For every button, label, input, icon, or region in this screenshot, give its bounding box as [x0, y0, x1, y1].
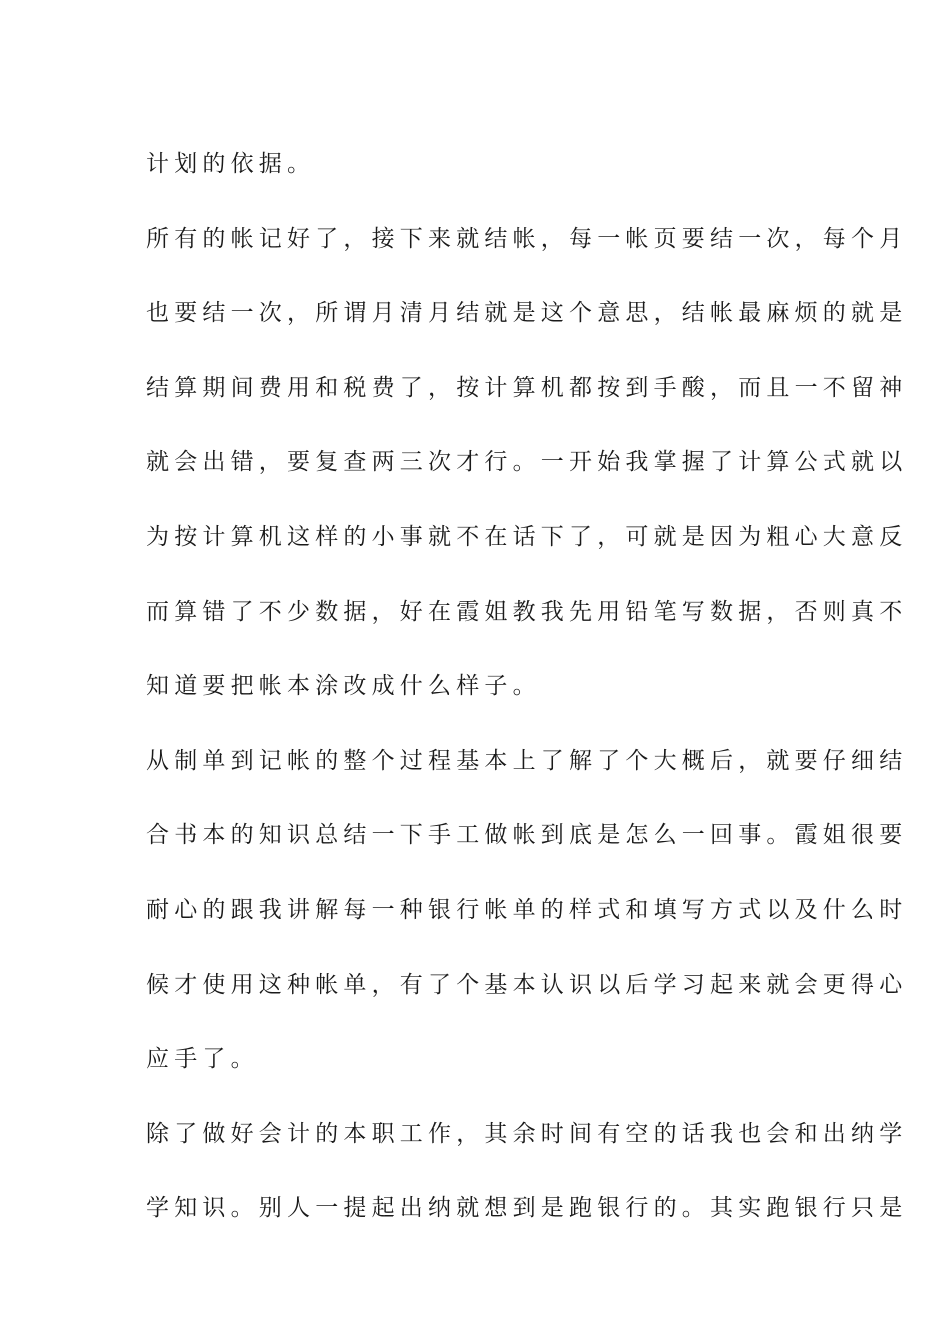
text-line: 为按计算机这样的小事就不在话下了，可就是因为粗心大意反 [146, 523, 908, 550]
text-line: 应手了。 [146, 1046, 259, 1073]
text-line: 耐心的跟我讲解每一种银行帐单的样式和填写方式以及什么时 [146, 896, 908, 923]
document-body [146, 127, 908, 1246]
text-line: 知道要把帐本涂改成什么样子。 [146, 673, 541, 700]
text-line: 学知识。别人一提起出纳就想到是跑银行的。其实跑银行只是 [146, 1195, 908, 1222]
paragraph-1 [146, 127, 816, 202]
text-line: 也要结一次，所谓月清月结就是这个意思，结帐最麻烦的就是 [146, 300, 908, 327]
text-line: 候才使用这种帐单，有了个基本认识以后学习起来就会更得心 [146, 971, 908, 998]
paragraph-3 [146, 724, 908, 1097]
text-line: 而算错了不少数据，好在霞姐教我先用铅笔写数据，否则真不 [146, 598, 908, 625]
text-line: 结算期间费用和税费了，按计算机都按到手酸，而且一不留神 [146, 374, 908, 401]
text-line: 合书本的知识总结一下手工做帐到底是怎么一回事。霞姐很要 [146, 822, 908, 849]
text-line: 就会出错，要复查两三次才行。一开始我掌握了计算公式就以 [146, 449, 908, 476]
text-line: 除了做好会计的本职工作，其余时间有空的话我也会和出纳学 [146, 1120, 908, 1147]
paragraph-4 [146, 1097, 908, 1246]
paragraph-2 [146, 202, 908, 724]
text-line: 从制单到记帐的整个过程基本上了解了个大概后，就要仔细结 [146, 747, 908, 774]
text-line: 计划的依据。 [146, 151, 316, 177]
text-line: 所有的帐记好了，接下来就结帐，每一帐页要结一次，每个月 [146, 225, 908, 252]
